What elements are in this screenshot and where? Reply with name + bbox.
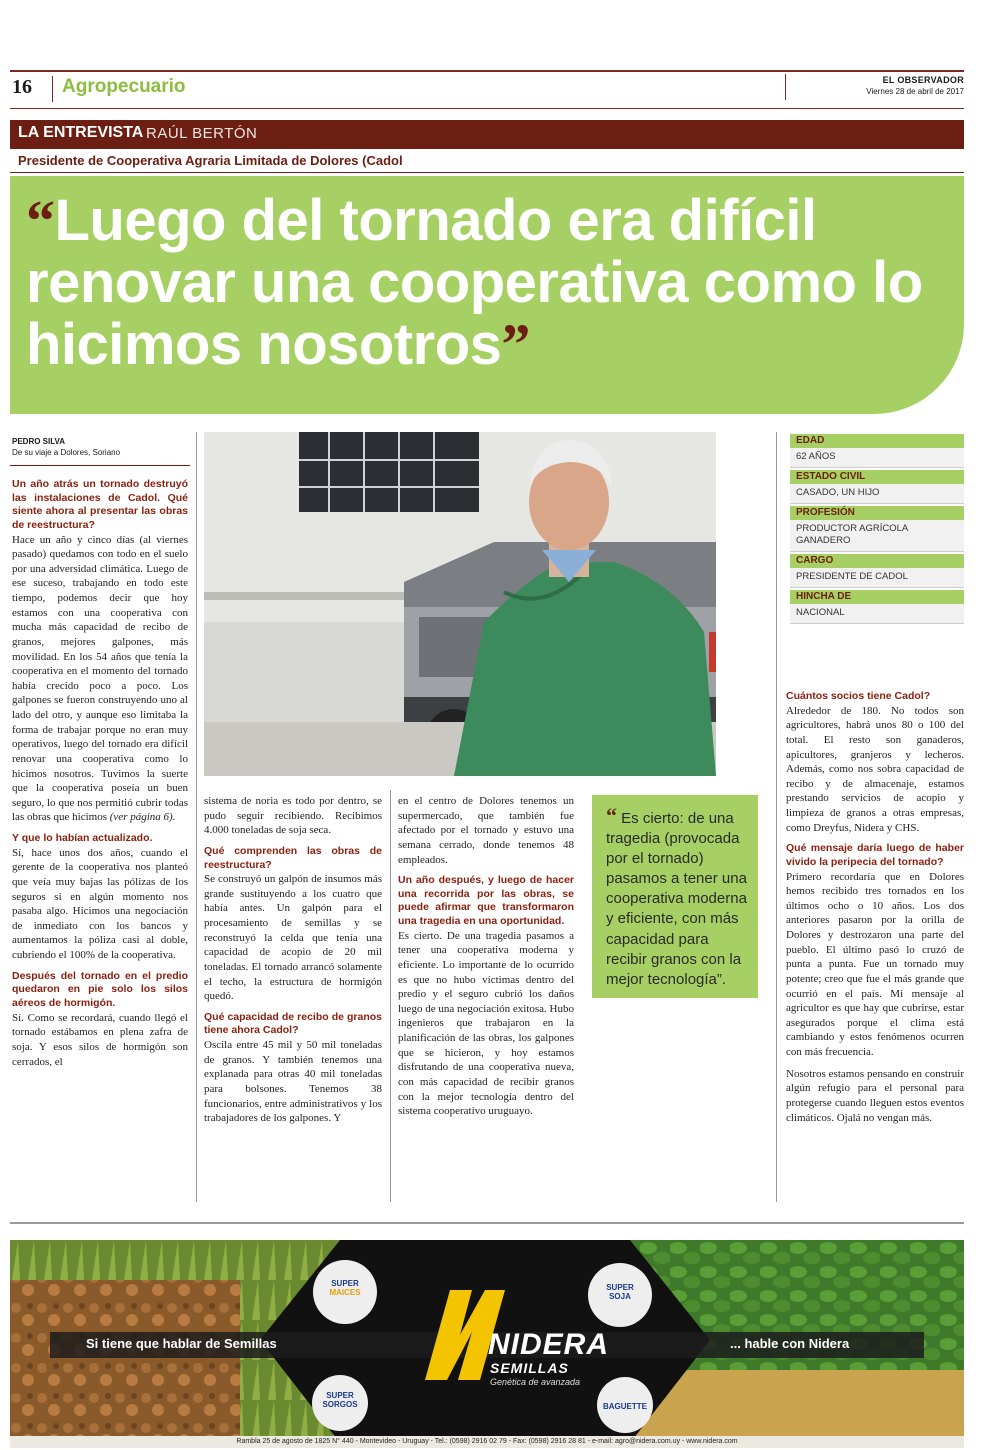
interviewee-name: RAÚL BERTÓN xyxy=(146,125,258,142)
badge-super-sorgos: SUPER SORGOS xyxy=(322,1391,358,1409)
open-quote: “ xyxy=(26,188,55,253)
header-divider xyxy=(52,76,53,102)
answer: Alrededor de 180. No todos son agricultores, habrá unos 80 o 100 del total. El resto son ganaderos, apicultores, granjeros y lecheros. Además, como nos sobra capacidad de recibo y de almacenaje, estamos prestando servicios de acopio y limpieza de granos a otras empresas, como Dreyfus, Nidera y CHS. xyxy=(786,704,964,834)
ad-left-text: Si tiene que hablar de Semillas xyxy=(86,1336,277,1351)
answer: en el centro de Dolores tenemos un supermercado, que también fue afectado por el tornado y estuvo una semana cerrado, donde tenemos 48 empleados. xyxy=(398,795,574,866)
close-quote: ” xyxy=(501,312,530,378)
article-column-4 xyxy=(786,690,964,1132)
answer: Hace un año y cinco días (al viernes pasado) quedamos con todo en el suelo por una adversidad climática. Luego de ese suceso, trabajando en todo este tiempo, podemos decir que hoy estamos con una cooperativa con mucha más capacidad de recibo de granos, mejores galpones, más movilidad. En los 54 años que tenía la cooperativa en el momento del tornado había crecido poco a poco. Los galpones se fueron construyendo uno al lado del otro, y aunque eso limitaba la forma de trabajar porque no eran muy operativos, luego del tornado era difícil renovar una cooperativa como lo hicimos nosotros. Tuvimos la suerte que la cooperativa poseía un buen seguro, lo que nos permitió cubrir todas las obras que hicimos xyxy=(12,533,188,824)
headline xyxy=(26,190,946,376)
answer: Se construyó un galpón de insumos más grande sustituyendo a los cuatro que había antes. Un galpón para el procesamiento de semillas y se reconstruyó la celda que tenía una capacidad de acopio de 20 mil toneladas. El tornado arrancó solamente el techo, la estructura de hormigón quedó. xyxy=(204,873,382,1003)
question: Un año atrás un tornado destruyó las instalaciones de Cadol. Qué siente ahora al presentar las obras de reestructura? xyxy=(12,478,188,531)
fact-key: EDAD xyxy=(790,434,964,448)
fact-value: 62 AÑOS xyxy=(790,448,964,468)
interviewee-photo xyxy=(204,432,716,776)
photo-illustration xyxy=(204,432,716,776)
question: Qué comprenden las obras de reestructura? xyxy=(204,844,382,871)
answer: Nosotros estamos pensando en construir algún refugio para el personal para protegerse cuando lleguen estos eventos climáticos. Ojalá no vengan más. xyxy=(786,1067,964,1124)
question: Después del tornado en el predio quedaron en pie solo los silos aéreos de hormigón. xyxy=(12,969,188,1009)
header-rule xyxy=(10,108,964,109)
headline-text: Luego del tornado era difícil renovar una cooperativa como lo hicimos nosotros xyxy=(26,188,923,378)
ad-footer: Rambla 25 de agosto de 1825 N° 440 - Montevideo - Uruguay - Tel.: (0598) 2916 02 79 - Fax: (0598) 2916 28 81 - e-mail: agro@nidera.com.uy - www.nidera.com xyxy=(10,1436,964,1448)
answer: Sí, hace unos dos años, cuando el gerente de la cooperativa nos planteó que veía muy bajas las pólizas de los seguros si en algún momento nos pasaba algo. Hicimos una negociación de inmediato con los bancos y aumentamos la póliza casi al doble, cubriendo el 100% de la cooperativa. xyxy=(12,846,188,962)
badge-super-maices: SUPER MAICES xyxy=(329,1279,361,1297)
question: Y que lo habían actualizado. xyxy=(12,832,153,845)
question: Qué capacidad de recibo de granos tiene ahora Cadol? xyxy=(204,1010,382,1037)
section-title: Agropecuario xyxy=(62,76,186,97)
answer: Es cierto. De una tragedia pasamos a tener una cooperativa moderna y eficiente. Lo importante de lo ocurrido es que no hubo víctimas dentro del predio y el seguro cubrió los daños luego de una negociación exitosa. Hubo ingenieros que trabajaron en la planificación de las obras, los galpones que se hicieron, y hoy estamos disfrutando de una cooperativa nueva, con más capacidad de recibir granos con la mejor tecnología dentro del sistema cooperativo uruguayo. xyxy=(398,929,574,1118)
pull-quote-text xyxy=(606,803,748,990)
fact-value: PRESIDENTE DE CADOL xyxy=(790,568,964,588)
position-rule xyxy=(10,172,964,173)
badge-super-soja: SUPER SOJA xyxy=(606,1283,634,1301)
top-rule xyxy=(10,70,964,72)
question: Qué mensaje daría luego de haber vivido la peripecia del tornado? xyxy=(786,842,964,868)
ad-separator xyxy=(10,1222,964,1224)
author-note: De su viaje a Dolores, Soriano xyxy=(12,448,121,457)
ad-brand: NIDERA xyxy=(488,1328,610,1361)
question: Un año después, y luego de hacer una recorrida por las obras, se puede afirmar que transformaron una tragedia en una oportunidad. xyxy=(398,874,574,928)
fact-key: ESTADO CIVIL xyxy=(790,470,964,484)
page-reference: (ver página 6). xyxy=(109,811,176,824)
column-divider xyxy=(776,432,777,1202)
column-divider xyxy=(196,432,197,1202)
answer: Primero recordaría que en Dolores hemos recibido tres tornados en los últimos ocho o 10 años. Los dos anteriores pasaron por la orilla de Dolores y destrozaron una parte del pueblo. El último pasó lo cruzó de punta a punta. Fue un tornado muy potente; creo que fue el más grande que ocurrió en el país. Mi mensaje al agricultor es que hay que cubrirse, estar asegurados porque el clima está cambiando y estos fenómenos ocurren con más frecuencia. xyxy=(786,870,964,1059)
column-divider xyxy=(390,790,391,1202)
author-name: PEDRO SILVA xyxy=(12,437,66,446)
article-column-2 xyxy=(204,794,382,1133)
pull-quote-body: Es cierto: de una tragedia (provocada por el tornado) pasamos a tener una cooperativa moderna y eficiente, con más capacidad para recibir granos con la mejor tecnología”. xyxy=(606,810,747,988)
fact-key: HINCHA DE xyxy=(790,590,964,604)
fact-value: NACIONAL xyxy=(790,604,964,624)
badge-baguette: BAGUETTE xyxy=(603,1402,647,1411)
byline-rule xyxy=(10,465,190,466)
pull-quote xyxy=(592,795,758,998)
answer: sistema de noria es todo por dentro, se pudo seguir recibiendo. Recibimos 4.000 toneladas de soja seca. xyxy=(204,795,382,837)
ad-tagline: Genética de avanzada xyxy=(490,1377,581,1387)
profile-facts xyxy=(790,432,964,624)
page-number: 16 xyxy=(12,76,32,98)
masthead: EL OBSERVADOR xyxy=(882,75,964,85)
answer: Sí. Como se recordará, cuando llegó el tornado estábamos en plena zafra de soja. Y esos silos de hormigón son cerrados, el xyxy=(12,1011,188,1068)
interviewee-position: Presidente de Cooperativa Agraria Limitada de Dolores (Cadol xyxy=(18,153,403,168)
fact-value: CASADO, UN HIJO xyxy=(790,484,964,504)
fact-key: CARGO xyxy=(790,554,964,568)
article-column-1 xyxy=(12,478,188,1076)
ad-brand-sub: SEMILLAS xyxy=(490,1360,569,1376)
question: Cuántos socios tiene Cadol? xyxy=(786,690,931,702)
fact-value: PRODUCTOR AGRÍCOLA GANADERO xyxy=(790,520,964,553)
nidera-advertisement[interactable] xyxy=(10,1240,964,1443)
issue-date: Viernes 28 de abril de 2017 xyxy=(866,87,964,96)
pull-quote-mark: “ xyxy=(606,803,617,828)
answer: Oscila entre 45 mil y 50 mil toneladas de granos. Y también tenemos una explanada para otras 40 mil toneladas para bolsones. Tenemos 38 funcionarios, entre administrativos y los trabajadores de los galpones. Y xyxy=(204,1039,382,1125)
ad-right-text: ... hable con Nidera xyxy=(730,1336,850,1351)
article-column-3 xyxy=(398,794,574,1126)
fact-key: PROFESIÓN xyxy=(790,506,964,520)
interview-label: LA ENTREVISTA xyxy=(18,124,144,141)
header-divider xyxy=(785,74,786,100)
